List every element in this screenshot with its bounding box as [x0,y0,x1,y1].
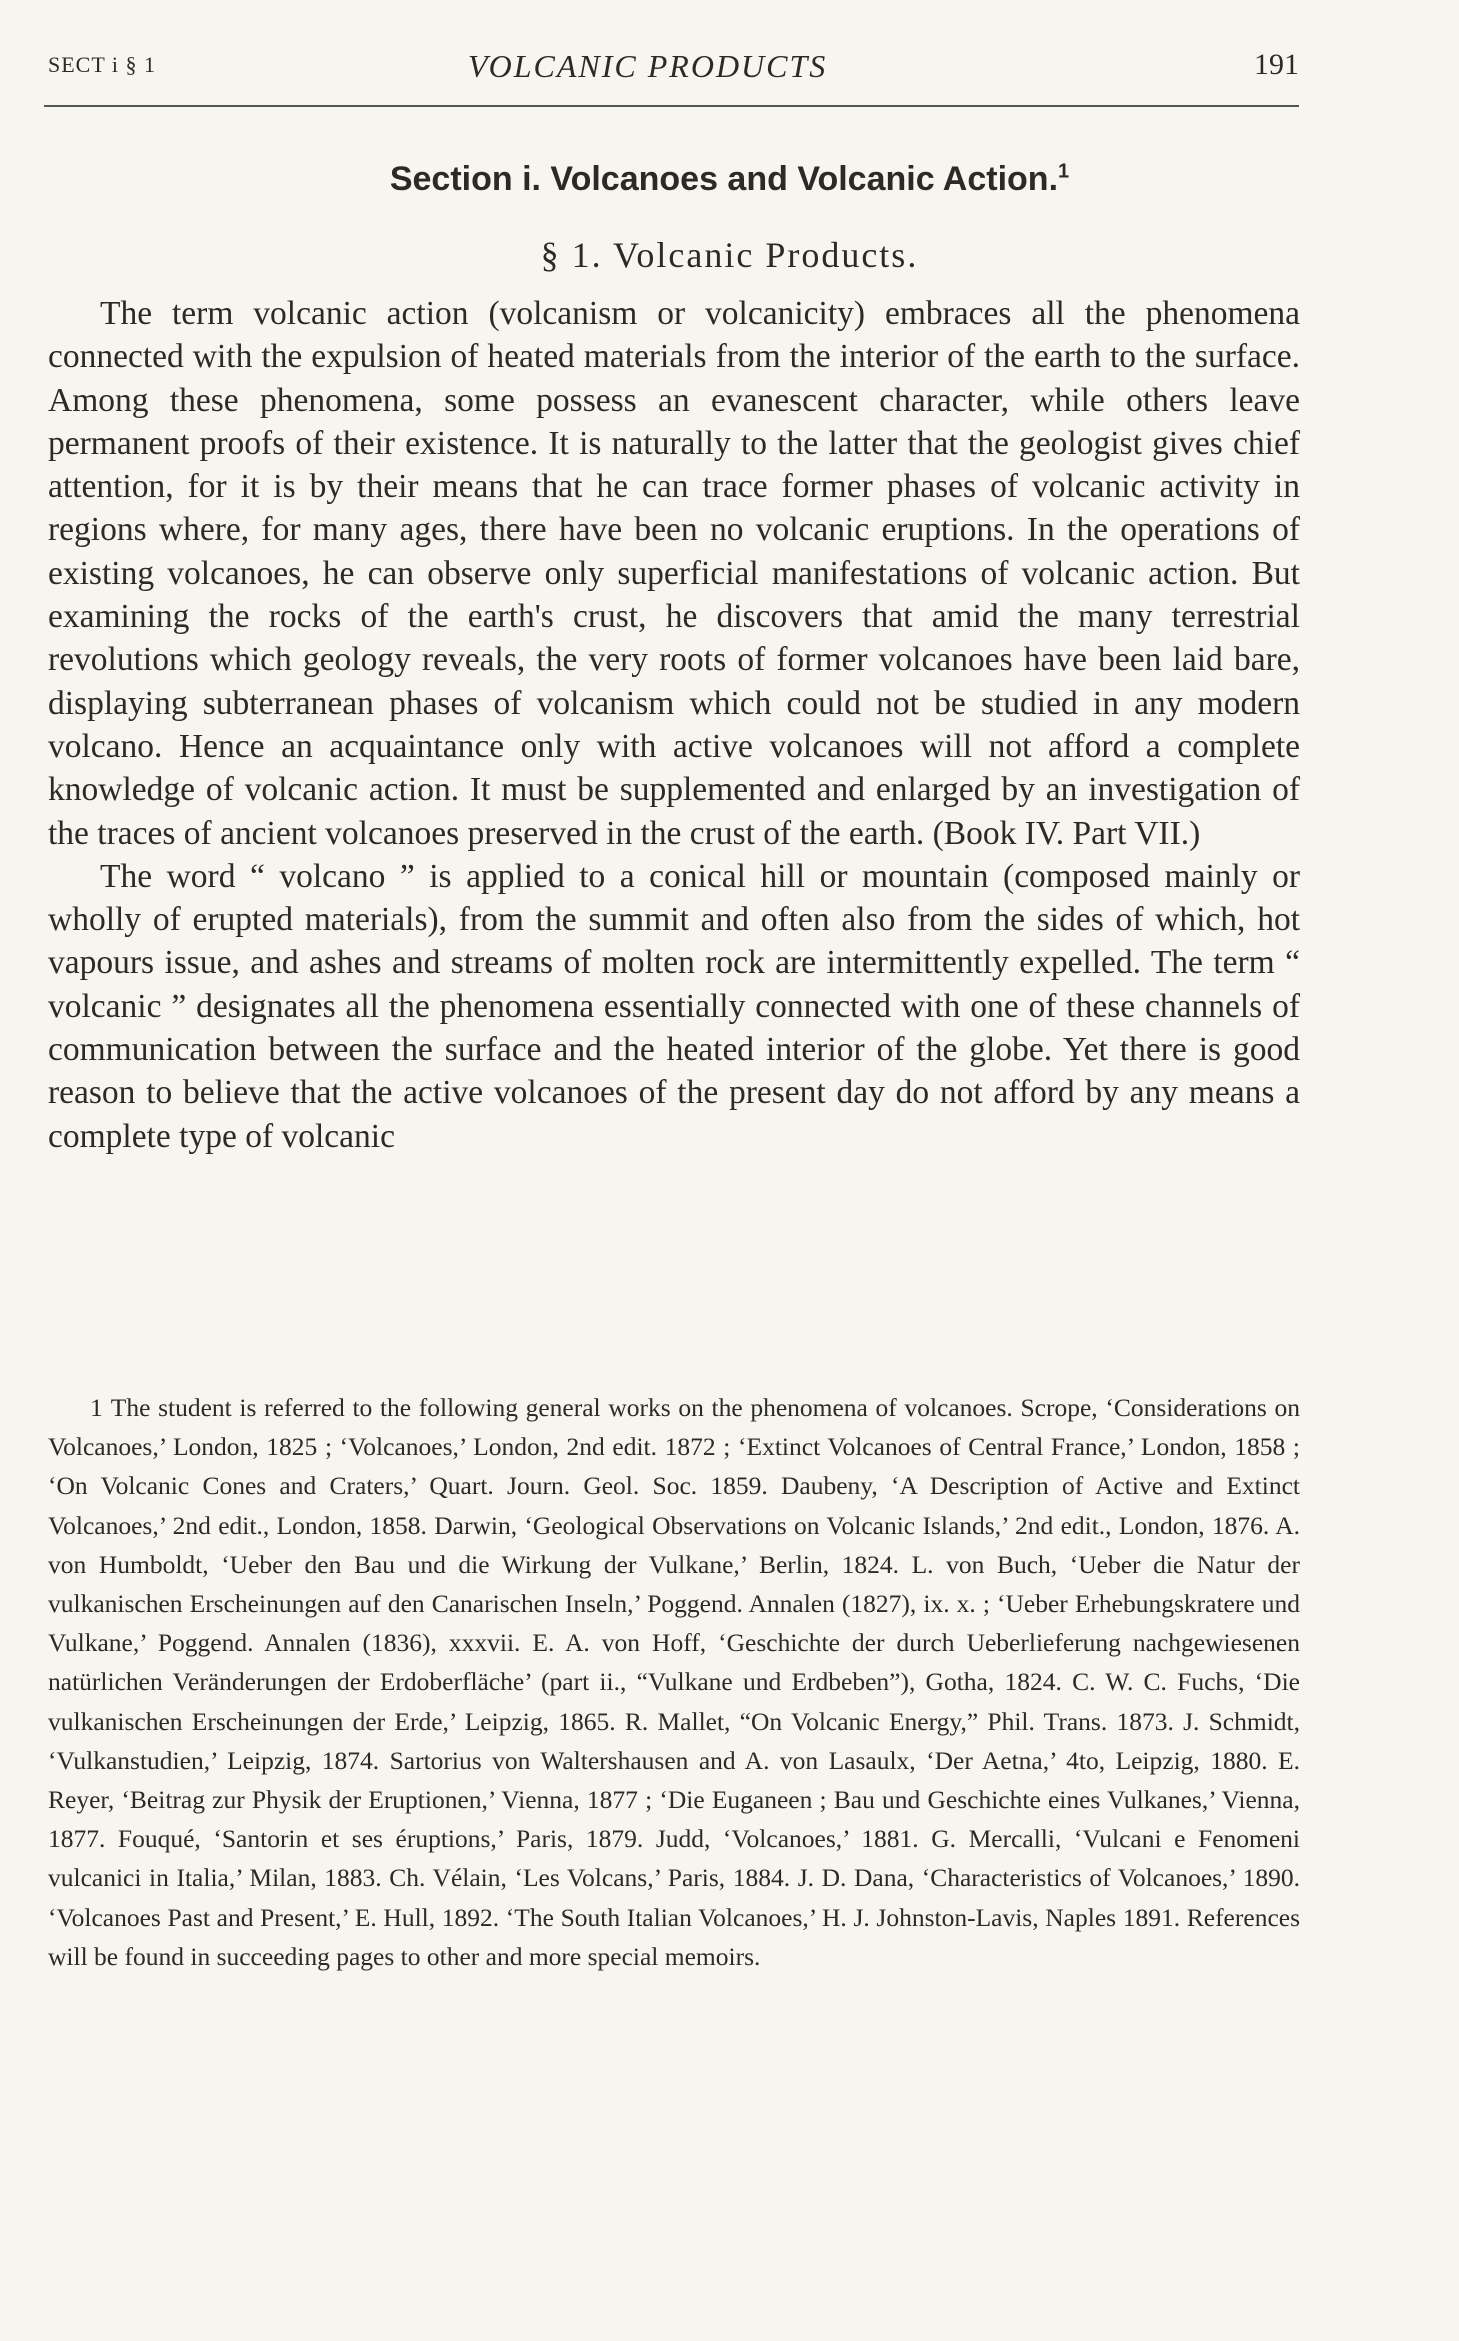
running-header [48,48,1299,88]
footnote-mark: 1 [90,1393,103,1422]
running-title: VOLCANIC PRODUCTS [468,48,828,84]
section-title [0,160,1459,199]
page-number: 191 [1254,48,1299,81]
body-text [48,292,1300,1158]
footnote-paragraph [48,1388,1300,1976]
paragraph-1: The term volcanic action (volcanism or volcanicity) embraces all the phenomena connected with the expulsion of heated materials from the interior of the earth to the surface. Among these phenomena, some possess an evanescent character, while others leave permanent proofs of their existence. It is naturally to the latter that the geologist gives chief attention, for it is by their means that he can trace former phases of volcanic activity in regions where, for many ages, there have been no volcanic eruptions. In the operations of existing volcanoes, he can observe only superficial manifestations of volcanic action. But examining the rocks of the earth's crust, he discovers that amid the many terrestrial revolutions which geology reveals, the very roots of former volcanoes have been laid bare, displaying subterranean phases of volcanism which could not be studied in any modern volcano. Hence an acquaintance only with active volcanoes will not afford a complete knowledge of volcanic action. It must be supplemented and enlarged by an investigation of the traces of ancient volcanoes preserved in the crust of the earth. (Book IV. Part VII.) [48,295,1300,852]
section-title-text: Section i. Volcanoes and Volcanic Action. [389,160,1059,198]
subsection-title: § 1. Volcanic Products. [540,235,919,275]
footnote-text: The student is referred to the following general works on the phenomena of volcanoes. Scrope, ‘Considerations on Volcanoes,’ London, 1825 ; ‘Volcanoes,’ London, 2nd edit. 1872 ; ‘Extinct Volcanoes of Central France,’ London, 1858 ; ‘On Volcanic Cones and Craters,’ Quart. Journ. Geol. Soc. 1859. Daubeny, ‘A Description of Active and Extinct Volcanoes,’ 2nd edit., London, 1858. Darwin, ‘Geological Observations on Volcanic Islands,’ 2nd edit., London, 1876. A. von Humboldt, ‘Ueber den Bau und die Wirkung der Vulkane,’ Berlin, 1824. L. von Buch, ‘Ueber die Natur der vulkanischen Erscheinungen auf den Canarischen Inseln,’ Poggend. Annalen (1827), ix. x. ; ‘Ueber Erhebungskratere und Vulkane,’ Poggend. Annalen (1836), xxxvii. E. A. von Hoff, ‘Geschichte der durch Ueberlieferung nachgewiesenen natürlichen Veränderungen der Erdoberfläche’ (part ii., “Vulkane und Erdbeben”), Gotha, 1824. C. W. C. Fuchs, ‘Die vulkanischen Erscheinungen der Erde,’ Leipzig, 1865. R. Mallet, “On Volcanic Energy,” Phil. Trans. 1873. J. Schmidt, ‘Vulkanstudien,’ Leipzig, 1874. Sartorius von Waltershausen and A. von Lasaulx, ‘Der Aetna,’ 4to, Leipzig, 1880. E. Reyer, ‘Beitrag zur Physik der Eruptionen,’ Vienna, 1877 ; ‘Die Euganeen ; Bau und Geschichte eines Vulkanes,’ Vienna, 1877. Fouqué, ‘Santorin et ses éruptions,’ Paris, 1879. Judd, ‘Volcanoes,’ 1881. G. Mercalli, ‘Vulcani e Fenomeni vulcanici in Italia,’ Milan, 1883. Ch. Vélain, ‘Les Volcans,’ Paris, 1884. J. D. Dana, ‘Characteristics of Volcanoes,’ 1890. ‘Volcanoes Past and Present,’ E. Hull, 1892. ‘The South Italian Volcanoes,’ H. J. Johnston-Lavis, Naples 1891. References will be found in succeeding pages to other and more special memoirs. [48,1393,1300,1971]
footnote [48,1388,1300,1976]
header-rule [44,105,1299,107]
section-reference: SECT i § 1 [48,52,157,77]
paragraph-2: The word “ volcano ” is applied to a conical hill or mountain (composed mainly or wholly of erupted materials), from the summit and often also from the sides of which, hot vapours issue, and ashes and streams of molten rock are intermittently expelled. The term “ volcanic ” designates all the phenomena essentially connected with one of these channels of communication between the surface and the heated interior of the globe. Yet there is good reason to believe that the active volcanoes of the present day do not afford by any means a complete type of volcanic [48,857,1300,1155]
footnote-reference: 1 [1058,160,1070,183]
